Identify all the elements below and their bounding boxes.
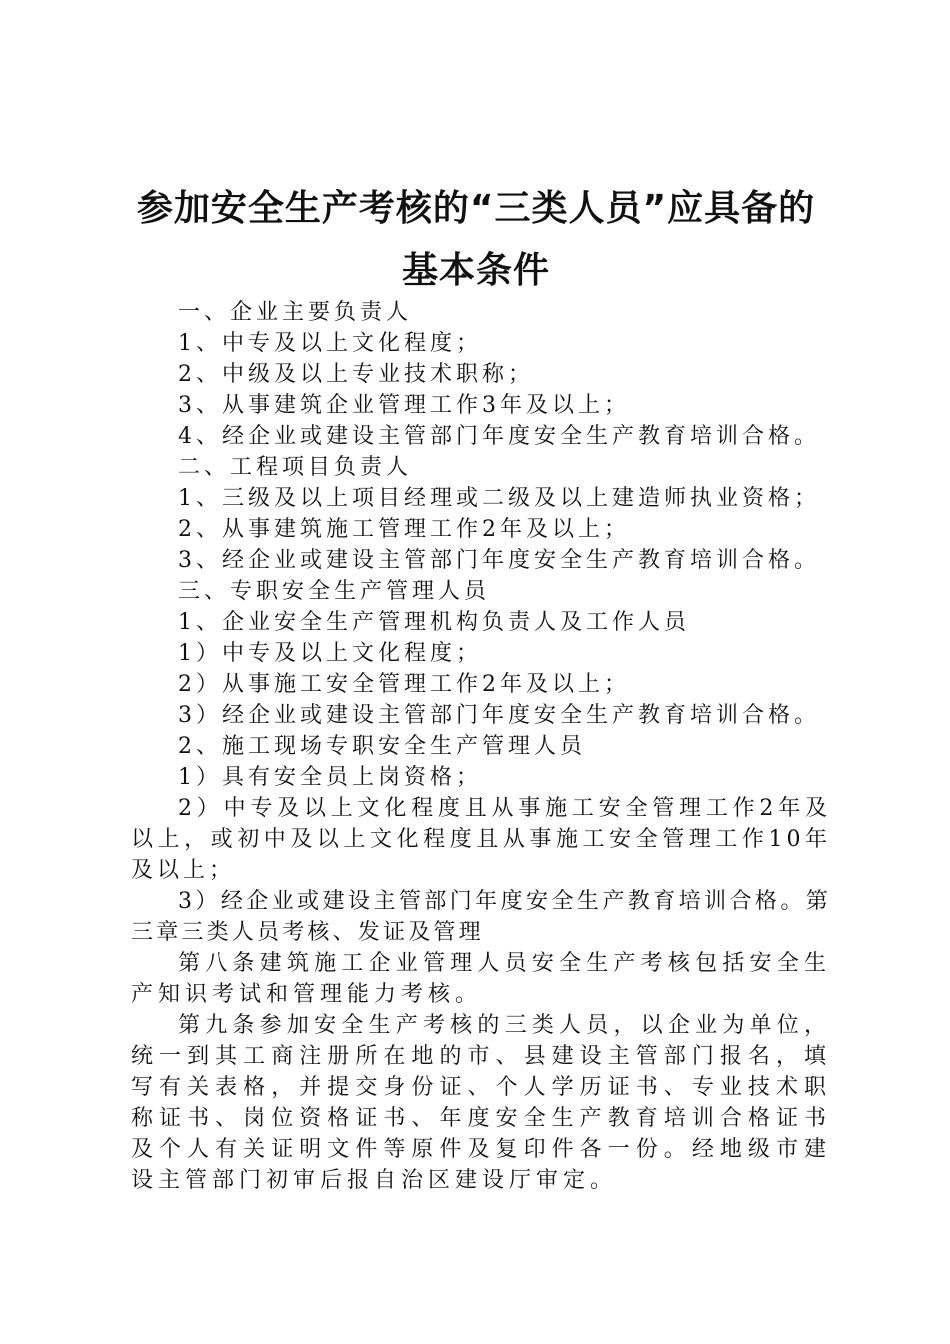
list-item: 1、中专及以上文化程度； — [178, 331, 482, 356]
paragraph: 第九条参加安全生产考核的三类人员，以企业为单位，统一到其工商注册所在地的市、县建设主管部门报名，填写有关表格，并提交身份证、个人学历证书、专业技术职称证书、岗位资格证书、年度安全生产教育培训合格证书及个人有关证明文件等原件及复印件各一份。经地级市建设主管部门初审后报自治区建设厅审定。 — [131, 1013, 831, 1193]
section-heading-2: 二、工程项目负责人 — [178, 455, 413, 480]
list-item: 1）具有安全员上岗资格； — [178, 765, 482, 790]
list-item: 2）从事施工安全管理工作2年及以上； — [178, 672, 630, 697]
list-item: 4、经企业或建设主管部门年度安全生产教育培训合格。 — [178, 424, 820, 449]
paragraph: 2）中专及以上文化程度且从事施工安全管理工作2年及以上，或初中及以上文化程度且从事施工安全管理工作10年及以上； — [131, 796, 831, 883]
document-body — [131, 297, 831, 1196]
list-item: 2、从事建筑施工管理工作2年及以上； — [178, 517, 630, 542]
list-item: 3、从事建筑企业管理工作3年及以上； — [178, 393, 630, 418]
list-item: 3、经企业或建设主管部门年度安全生产教育培训合格。 — [178, 548, 820, 573]
sub-heading: 2、施工现场专职安全生产管理人员 — [178, 734, 586, 759]
section-heading-1: 一、企业主要负责人 — [178, 300, 413, 325]
paragraph: 3）经企业或建设主管部门年度安全生产教育培训合格。第三章三类人员考核、发证及管理 — [131, 889, 831, 945]
list-item: 1、三级及以上项目经理或二级及以上建造师执业资格； — [178, 486, 820, 511]
document-title: 参加安全生产考核的“三类人员”应具备的基本条件 — [136, 188, 816, 291]
sub-heading: 1、企业安全生产管理机构负责人及工作人员 — [178, 610, 690, 635]
list-item: 3）经企业或建设主管部门年度安全生产教育培训合格。 — [178, 703, 820, 728]
list-item: 1）中专及以上文化程度； — [178, 641, 482, 666]
list-item: 2、中级及以上专业技术职称； — [178, 362, 534, 387]
paragraph: 第八条建筑施工企业管理人员安全生产考核包括安全生产知识考试和管理能力考核。 — [131, 951, 831, 1007]
section-heading-3: 三、专职安全生产管理人员 — [178, 579, 491, 604]
